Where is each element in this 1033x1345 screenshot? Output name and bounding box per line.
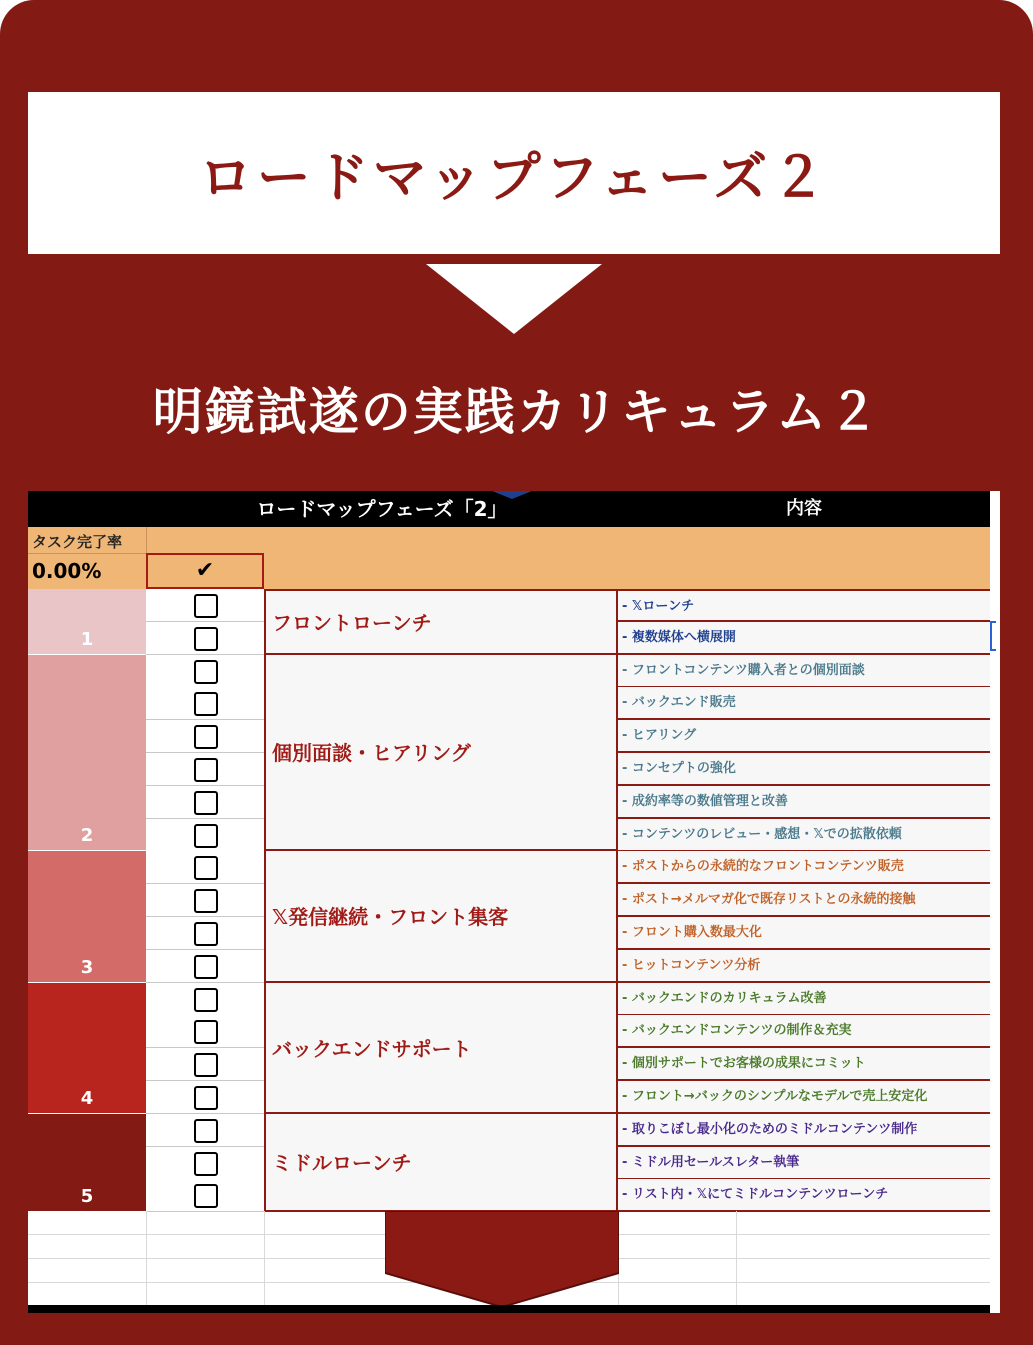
task-content-row [618, 1048, 990, 1081]
phase-banner [28, 92, 1000, 254]
phase-number: 4 [80, 1087, 94, 1109]
task-content-text[interactable]: - フロント購入数最大化 [622, 925, 762, 940]
task-content-text[interactable]: - ポスト→メルマガ化で既存リストとの永続的接触 [622, 892, 916, 908]
task-checkbox-cell [146, 1048, 264, 1081]
task-checkbox[interactable] [194, 955, 218, 979]
task-checkbox[interactable] [194, 1053, 218, 1077]
task-content-text[interactable]: - コンセプトの強化 [622, 761, 736, 776]
task-checkbox[interactable] [194, 922, 218, 946]
task-checkbox-cell [146, 786, 264, 819]
phase-number-cell [28, 655, 146, 852]
task-checkbox-cell [146, 753, 264, 786]
task-content-row [618, 983, 990, 1016]
phase-title: 𝕏発信継続・フロント集客 [272, 905, 509, 930]
task-content-row [618, 622, 990, 655]
task-content-row [618, 917, 990, 950]
task-content-text[interactable]: - コンテンツのレビュー・感想・𝕏での拡散依頼 [622, 826, 902, 842]
completion-rate-value: 0.00% [32, 559, 102, 583]
task-content-text[interactable]: - ヒットコンテンツ分析 [622, 957, 761, 973]
check-header-cell[interactable] [146, 553, 264, 589]
task-checkbox-cell [146, 1147, 264, 1180]
task-content-text[interactable]: - リスト内・𝕏にてミドルコンテンツローンチ [622, 1187, 889, 1203]
phase-title: ミドルローンチ [272, 1151, 412, 1176]
task-content-row [618, 1015, 990, 1048]
phase-number-cell [28, 1114, 146, 1212]
task-checkbox-cell [146, 1081, 264, 1114]
phase-title: 個別面談・ヒアリング [272, 741, 471, 766]
task-content-text[interactable]: - バックエンドコンテンツの制作＆充実 [622, 1023, 852, 1039]
phase-title-cell [264, 655, 618, 852]
sheet-header [28, 491, 990, 527]
task-checkbox-cell [146, 851, 264, 884]
rate-divider [28, 553, 146, 554]
task-content-text[interactable]: - ポストからの永続的なフロントコンテンツ販売 [622, 859, 904, 875]
phase-number: 5 [80, 1186, 94, 1208]
banner-title: ロードマップフェーズ２ [198, 145, 830, 209]
task-content-row [618, 884, 990, 917]
task-checkbox[interactable] [194, 627, 218, 651]
task-content-text[interactable]: - ミドル用セールスレター執筆 [622, 1154, 800, 1170]
phase-number: 1 [80, 628, 94, 650]
task-content-text[interactable]: - 成約率等の数値管理と改善 [622, 793, 788, 809]
task-checkbox-cell [146, 720, 264, 753]
task-checkbox[interactable] [194, 1020, 218, 1044]
task-checkbox-cell [146, 622, 264, 655]
task-content-text[interactable]: - バックエンド販売 [622, 695, 736, 711]
phase-number: 3 [80, 956, 94, 978]
task-content-row [618, 1081, 990, 1114]
grid-line [146, 1211, 147, 1305]
selection-marker [990, 621, 996, 651]
task-checkbox[interactable] [194, 758, 218, 782]
task-content-row [618, 687, 990, 720]
phase-number-cell [28, 589, 146, 655]
phase-title-cell [264, 1114, 618, 1212]
header-phase-label: ロードマップフェーズ「2」 [256, 497, 508, 521]
task-content-text[interactable]: - フロント→バックのシンプルなモデルで売上安定化 [622, 1089, 928, 1104]
task-content-row [618, 753, 990, 786]
task-checkbox[interactable] [194, 1086, 218, 1110]
task-checkbox-cell [146, 589, 264, 622]
task-content-text[interactable]: - 取りこぼし最小化のためのミドルコンテンツ制作 [622, 1121, 918, 1137]
task-checkbox[interactable] [194, 725, 218, 749]
header-notch-icon [492, 491, 532, 499]
task-content-row [618, 950, 990, 983]
task-content-row [618, 720, 990, 753]
task-checkbox-cell [146, 917, 264, 950]
header-content-label: 内容 [786, 498, 822, 519]
task-content-row [618, 1114, 990, 1147]
sheet-bottom-border [28, 1305, 990, 1313]
task-content-row [618, 786, 990, 819]
arrow-down-icon [426, 264, 602, 334]
task-checkbox[interactable] [194, 889, 218, 913]
phase-title-cell [264, 851, 618, 982]
task-checkbox-cell [146, 1114, 264, 1147]
phase-number-cell [28, 851, 146, 982]
curriculum-title: 明鏡試遂の実践カリキュラム２ [152, 383, 881, 441]
spreadsheet [28, 491, 1000, 1313]
task-checkbox[interactable] [194, 594, 218, 618]
task-checkbox-cell [146, 687, 264, 720]
grid-line [264, 1211, 265, 1305]
phase-title-cell [264, 983, 618, 1114]
task-content-row [618, 1147, 990, 1180]
task-checkbox[interactable] [194, 824, 218, 848]
task-checkbox-cell [146, 950, 264, 983]
task-checkbox-cell [146, 819, 264, 852]
task-content-text[interactable]: - 個別サポートでお客様の成果にコミット [622, 1056, 866, 1072]
task-content-text[interactable]: - フロントコンテンツ購入者との個別面談 [622, 662, 865, 678]
phase-title: バックエンドサポート [272, 1036, 472, 1061]
phase-number-cell [28, 983, 146, 1114]
task-checkbox[interactable] [194, 1152, 218, 1176]
phase-title-cell [264, 589, 618, 655]
phase-title: フロントローンチ [272, 611, 432, 636]
task-content-row [618, 655, 990, 688]
task-checkbox-cell [146, 983, 264, 1016]
task-content-row [618, 589, 990, 622]
grid-line [736, 1211, 737, 1305]
task-content-text[interactable]: - 複数媒体へ横展開 [622, 629, 736, 645]
task-checkbox-cell [146, 1015, 264, 1048]
task-content-row [618, 851, 990, 884]
task-checkbox-cell [146, 655, 264, 688]
task-checkbox[interactable] [194, 856, 218, 880]
task-content-row [618, 1179, 990, 1212]
checkmark-icon: ✔ [195, 558, 215, 583]
phase-number: 2 [80, 825, 94, 847]
task-checkbox-cell [146, 884, 264, 917]
task-checkbox[interactable] [194, 1184, 218, 1208]
task-checkbox[interactable] [194, 660, 218, 684]
arrow-down-shield-icon [385, 1211, 619, 1311]
task-checkbox[interactable] [194, 988, 218, 1012]
sheet-right-edge [990, 491, 1000, 1313]
task-content-text[interactable]: - バックエンドのカリキュラム改善 [622, 990, 827, 1006]
task-checkbox[interactable] [194, 692, 218, 716]
task-content-text[interactable]: - ヒアリング [622, 728, 697, 744]
task-checkbox[interactable] [194, 1119, 218, 1143]
completion-rate-label: タスク完了率 [32, 533, 123, 551]
task-checkbox[interactable] [194, 791, 218, 815]
task-content-text[interactable]: - 𝕏ローンチ [622, 599, 695, 614]
task-checkbox-cell [146, 1179, 264, 1212]
task-content-row [618, 819, 990, 852]
